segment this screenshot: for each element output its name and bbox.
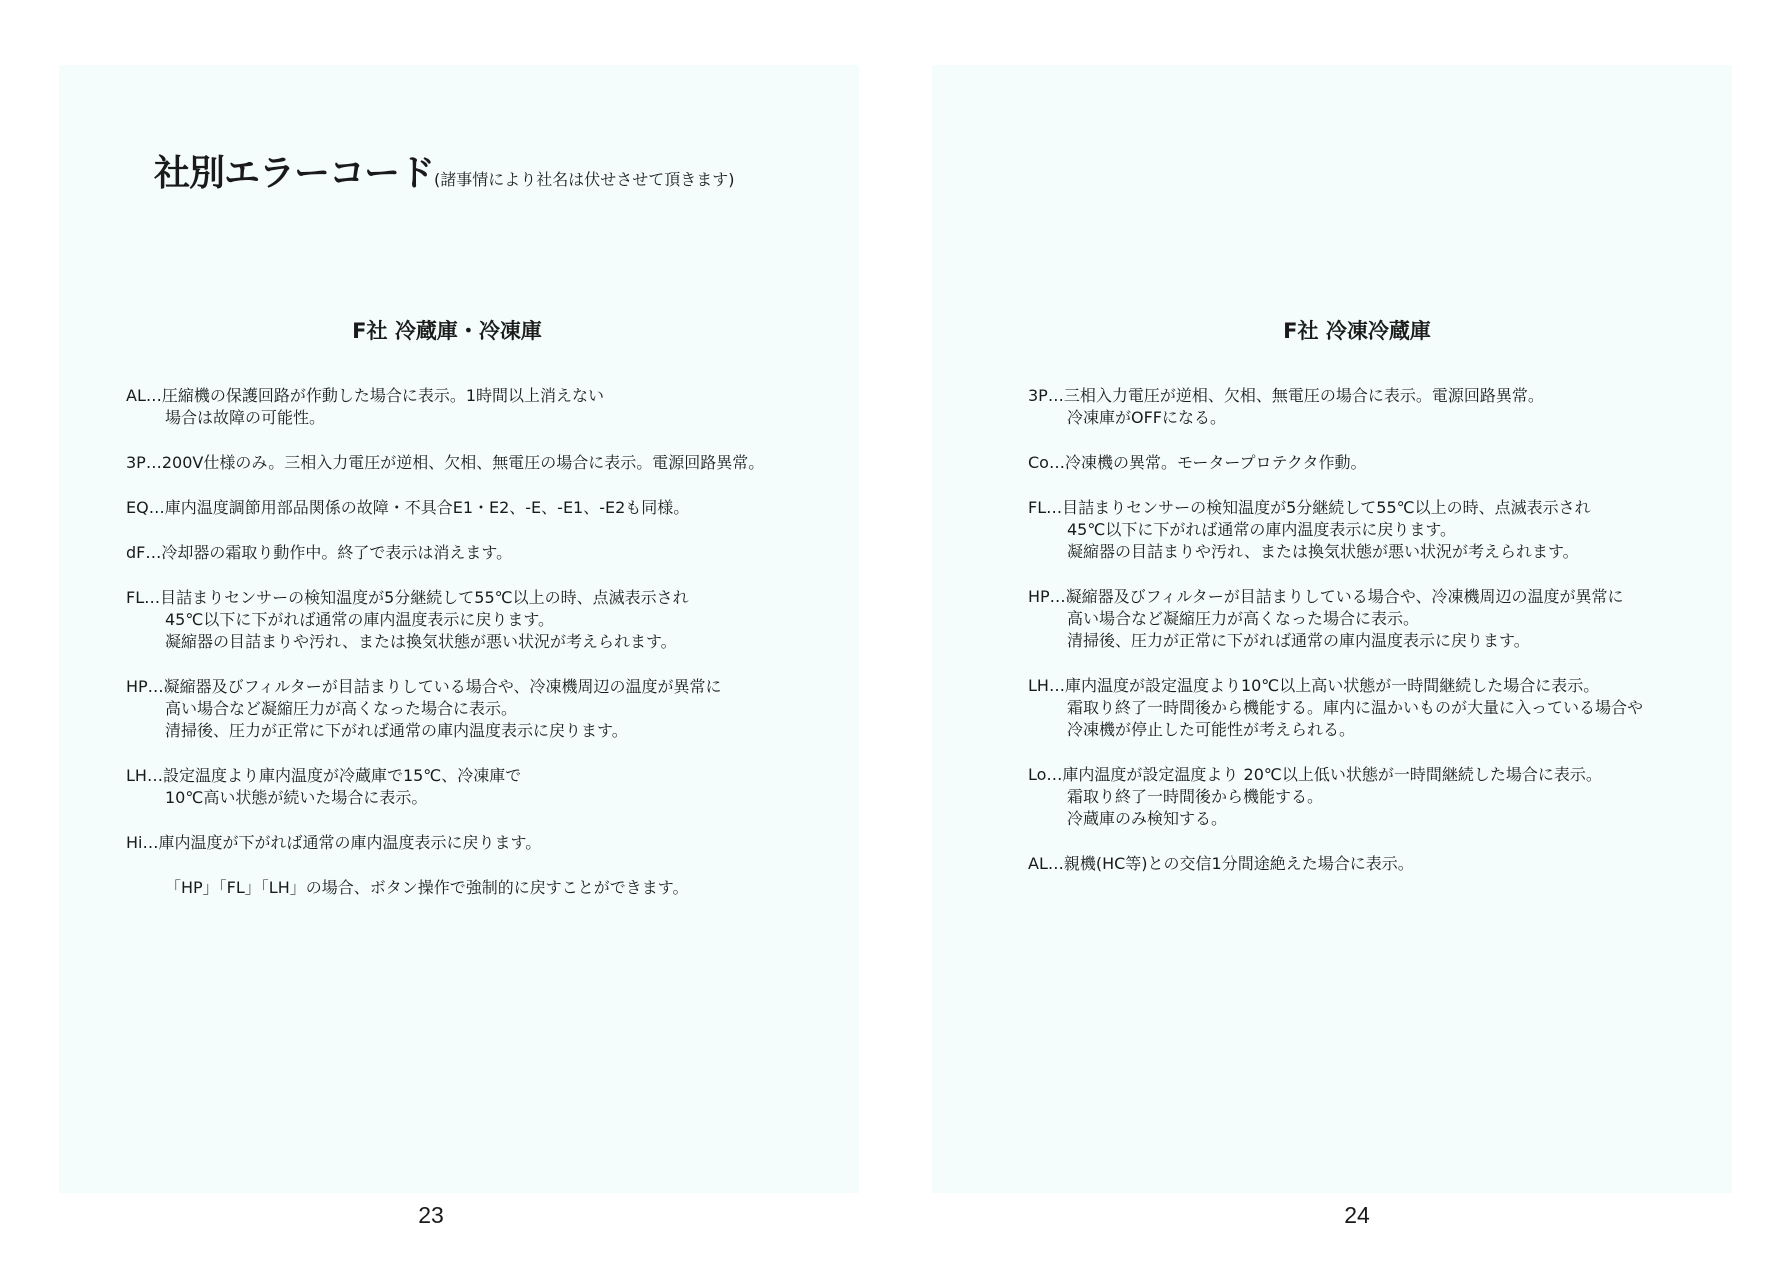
entry-line: 冷蔵庫のみ検知する。 — [1067, 809, 1228, 828]
entry-line: FL…目詰まりセンサーの検知温度が5分継続して55℃以上の時、点滅表示され — [126, 588, 689, 607]
error-entry — [126, 832, 846, 854]
entry-line: 凝縮器の目詰まりや汚れ、または換気状態が悪い状況が考えられます。 — [1067, 542, 1579, 561]
entry-line: 3P…200V仕様のみ。三相入力電圧が逆相、欠相、無電圧の場合に表示。電源回路異常。 — [126, 453, 765, 472]
page-title: 社別エラーコード — [154, 153, 435, 194]
entry-line: 高い場合など凝縮圧力が高くなった場合に表示。 — [165, 699, 518, 718]
error-entry — [126, 765, 846, 809]
error-entry — [126, 385, 846, 429]
right-page — [932, 65, 1732, 1193]
error-entry — [126, 452, 846, 474]
page-number-left: 23 — [418, 1202, 444, 1228]
entry-line: HP…凝縮器及びフィルターが目詰まりしている場合や、冷凍機周辺の温度が異常に — [126, 677, 722, 696]
entry-line: AL…圧縮機の保護回路が作動した場合に表示。1時間以上消えない — [126, 386, 605, 405]
entry-line: 清掃後、圧力が正常に下がれば通常の庫内温度表示に戻ります。 — [165, 721, 628, 740]
left-page — [59, 65, 859, 1193]
error-entry — [1028, 586, 1728, 652]
section-heading-left: F社 冷蔵庫・冷凍庫 — [352, 319, 542, 343]
entry-line: Co…冷凍機の異常。モータープロテクタ作動。 — [1028, 453, 1367, 472]
page-subtitle: (諸事情により社名は伏せさせて頂きます) — [434, 170, 735, 189]
title-row — [154, 145, 735, 196]
entry-line: Hi…庫内温度が下がれば通常の庫内温度表示に戻ります。 — [126, 833, 542, 852]
entry-line: 3P…三相入力電圧が逆相、欠相、無電圧の場合に表示。電源回路異常。 — [1028, 386, 1544, 405]
entry-line: 凝縮器の目詰まりや汚れ、または換気状態が悪い状況が考えられます。 — [165, 632, 677, 651]
entry-line: EQ…庫内温度調節用部品関係の故障・不具合E1・E2、-E、-E1、-E2も同様。 — [126, 498, 690, 517]
error-entry — [1028, 497, 1728, 563]
error-entry — [1028, 764, 1728, 830]
entry-line: Lo…庫内温度が設定温度より 20℃以上低い状態が一時間継続した場合に表示。 — [1028, 765, 1602, 784]
error-entry — [1028, 452, 1728, 474]
entry-line: AL…親機(HC等)との交信1分間途絶えた場合に表示。 — [1028, 854, 1414, 873]
error-entry — [1028, 385, 1728, 429]
error-entry — [126, 497, 846, 519]
error-entry — [1028, 675, 1728, 741]
entry-line: LH…設定温度より庫内温度が冷蔵庫で15℃、冷凍庫で — [126, 766, 522, 785]
error-code-list-right — [1028, 385, 1728, 898]
entry-line: FL…目詰まりセンサーの検知温度が5分継続して55℃以上の時、点滅表示され — [1028, 498, 1591, 517]
error-entry — [126, 542, 846, 564]
entry-line: 清掃後、圧力が正常に下がれば通常の庫内温度表示に戻ります。 — [1067, 631, 1530, 650]
note-text: 「HP」「FL」「LH」の場合、ボタン操作で強制的に戻すことができます。 — [165, 878, 689, 897]
entry-line: 高い場合など凝縮圧力が高くなった場合に表示。 — [1067, 609, 1420, 628]
error-entry — [126, 676, 846, 742]
entry-line: 45℃以下に下がれば通常の庫内温度表示に戻ります。 — [165, 610, 555, 629]
entry-line: 10℃高い状態が続いた場合に表示。 — [165, 788, 428, 807]
note — [126, 877, 846, 899]
section-heading-right: F社 冷凍冷蔵庫 — [1283, 319, 1431, 343]
page-number-right: 24 — [1344, 1202, 1370, 1228]
entry-line: 霜取り終了一時間後から機能する。庫内に温かいものが大量に入っている場合や — [1067, 698, 1644, 717]
entry-line: 45℃以下に下がれば通常の庫内温度表示に戻ります。 — [1067, 520, 1457, 539]
entry-line: LH…庫内温度が設定温度より10℃以上高い状態が一時間継続した場合に表示。 — [1028, 676, 1600, 695]
entry-line: dF…冷却器の霜取り動作中。終了で表示は消えます。 — [126, 543, 513, 562]
error-entry — [1028, 853, 1728, 875]
entry-line: 冷凍機が停止した可能性が考えられる。 — [1067, 720, 1356, 739]
error-code-list-left — [126, 385, 846, 922]
entry-line: HP…凝縮器及びフィルターが目詰まりしている場合や、冷凍機周辺の温度が異常に — [1028, 587, 1624, 606]
error-entry — [126, 587, 846, 653]
entry-line: 場合は故障の可能性。 — [165, 408, 326, 427]
entry-line: 冷凍庫がOFFになる。 — [1067, 408, 1227, 427]
entry-line: 霜取り終了一時間後から機能する。 — [1067, 787, 1324, 806]
